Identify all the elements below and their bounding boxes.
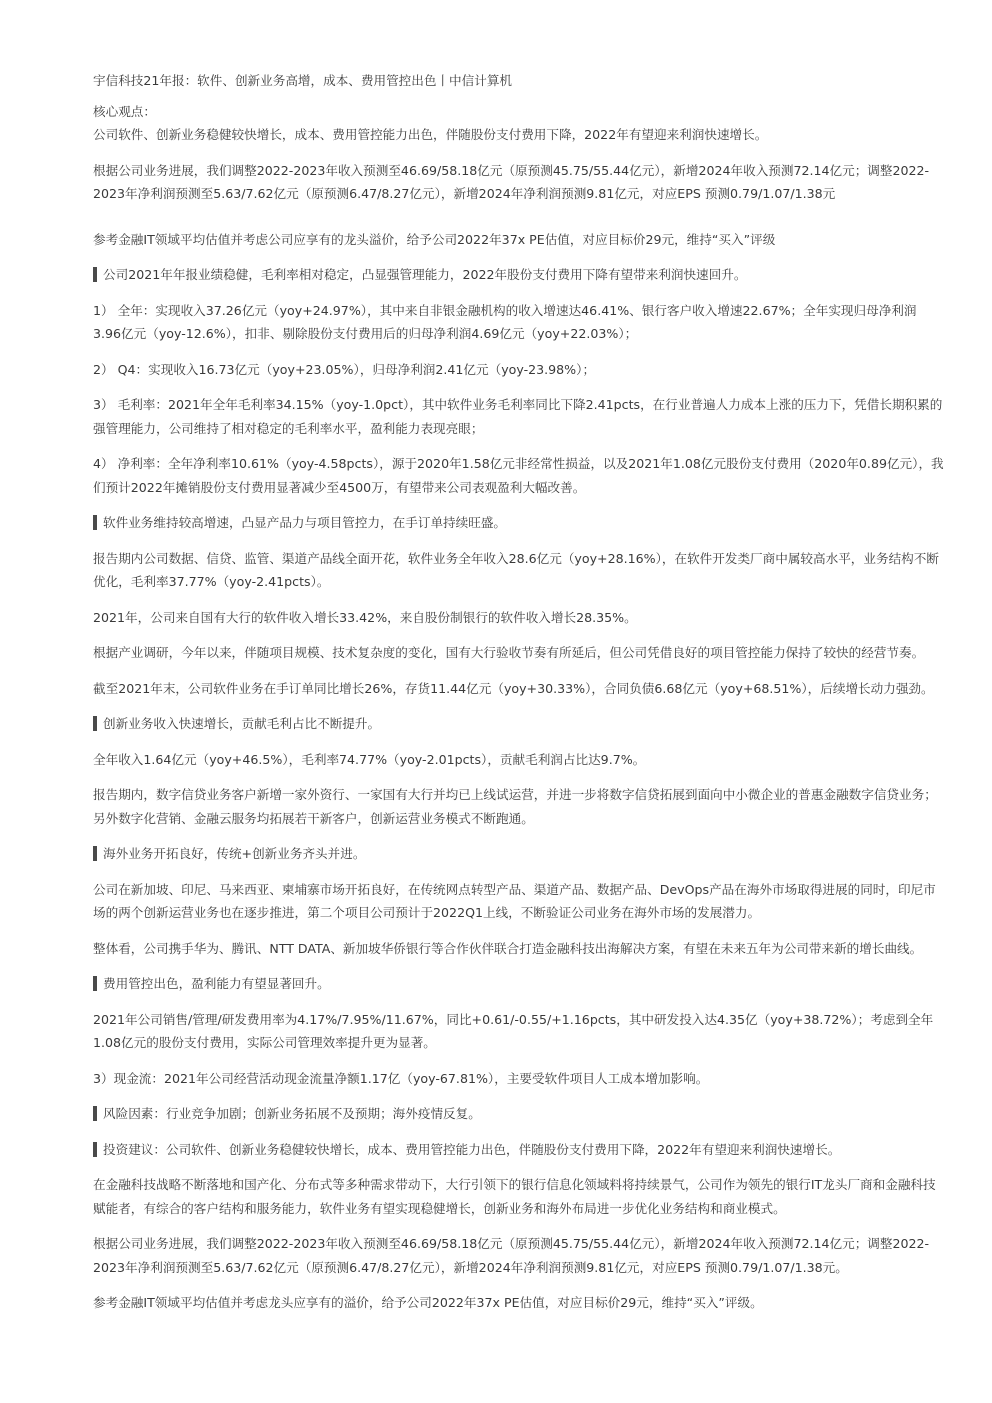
paragraph: 4） 净利率：全年净利率10.61%（yoy-4.58pcts），源于2020年1.58亿元非经常性损益，以及2021年1.08亿元股份支付费用（2020年0.89亿元），我们预计2022年摊销股份支付费用显著减少至4500万，有望带来公司表观盈利大幅改善。 <box>93 456 944 495</box>
core-text: 公司软件、创新业务稳健较快增长，成本、费用管控能力出色，伴随股份支付费用下降，2022年有望迎来利润快速增长。 <box>93 127 768 142</box>
paragraph: 报告期内，数字信贷业务客户新增一家外资行、一家国有大行并均已上线试运营，并进一步将数字信贷拓展到面向中小微企业的普惠金融数字信贷业务；另外数字化营销、金融云服务均拓展若干新客户，创新运营业务模式不断跑通。 <box>93 787 937 826</box>
forecast-paragraph: 根据公司业务进展，我们调整2022-2023年收入预测至46.69/58.18亿元（原预测45.75/55.44亿元），新增2024年收入预测72.14亿元；调整2022-2023年净利润预测至5.63/7.62亿元（原预测6.47/8.27亿元），新增2024年净利润预测9.81亿元，对应EPS 预测0.79/1.07/1.38元 <box>93 162 930 201</box>
valuation-paragraph: 参考金融IT领域平均估值并考虑公司应享有的龙头溢价，给予公司2022年37x PE估值，对应目标价29元，维持“买入”评级 <box>93 231 776 247</box>
section-bar-marker <box>93 846 97 861</box>
section-heading-text: 软件业务维持较高增速，凸显产品力与项目管控力，在手订单持续旺盛。 <box>103 515 506 530</box>
paragraph: 2021年公司销售/管理/研发费用率为4.17%/7.95%/11.67%，同比+0.61/-0.55/+1.16pcts，其中研发投入达4.35亿（yoy+38.72%）；考虑到全年1.08亿元的股份支付费用，实际公司管理效率提升更为显著。 <box>93 1011 934 1050</box>
paragraph: 根据公司业务进展，我们调整2022-2023年收入预测至46.69/58.18亿元（原预测45.75/55.44亿元），新增2024年收入预测72.14亿元；调整2022-2023年净利润预测至5.63/7.62亿元（原预测6.47/8.27亿元），新增2024年净利润预测9.81亿元，对应EPS 预测0.79/1.07/1.38元。 <box>93 1236 930 1275</box>
section-heading <box>93 1102 944 1126</box>
section-bar-marker <box>93 976 97 991</box>
section-bar-marker <box>93 1142 97 1157</box>
paragraph: 公司在新加坡、印尼、马来西亚、柬埔寨市场开拓良好，在传统网点转型产品、渠道产品、数据产品、DevOps产品在海外市场取得进展的同时，印尼市场的两个创新运营业务也在逐步推进，第二个项目公司预计于2022Q1上线，不断验证公司业务在海外市场的发展潜力。 <box>93 881 936 920</box>
paragraph: 1） 全年：实现收入37.26亿元（yoy+24.97%），其中来自非银金融机构的收入增速达46.41%、银行客户收入增速22.67%；全年实现归母净利润3.96亿元（yoy-12.6%），扣非、剔除股份支付费用后的归母净利润4.69亿元（yoy+22.03%）； <box>93 302 917 341</box>
section-heading-text: 公司2021年年报业绩稳健，毛利率相对稳定，凸显强管理能力，2022年股份支付费用下降有望带来利润快速回升。 <box>103 267 747 282</box>
paragraph: 全年收入1.64亿元（yoy+46.5%），毛利率74.77%（yoy-2.01pcts），贡献毛利润占比达9.7%。 <box>93 751 646 767</box>
section-bar-marker <box>93 1106 97 1121</box>
section-heading-text: 投资建议：公司软件、创新业务稳健较快增长，成本、费用管控能力出色，伴随股份支付费用下降，2022年有望迎来利润快速增长。 <box>103 1141 841 1157</box>
section-heading <box>93 1138 944 1162</box>
section-bar-marker <box>93 716 97 731</box>
paragraph: 2） Q4：实现收入16.73亿元（yoy+23.05%），归母净利润2.41亿元（yoy-23.98%）； <box>93 361 596 377</box>
paragraph: 在金融科技战略不断落地和国产化、分布式等多种需求带动下，大行引领下的银行信息化领域料将持续景气，公司作为领先的银行IT龙头厂商和金融科技赋能者，有综合的客户结构和服务能力，软件业务有望实现稳健增长，创新业务和海外布局进一步优化业务结构和商业模式。 <box>93 1177 936 1216</box>
section-bar-marker <box>93 515 97 530</box>
paragraph: 根据产业调研，今年以来，伴随项目规模、技术复杂度的变化，国有大行验收节奏有所延后，但公司凭借良好的项目管控能力保持了较快的经营节奏。 <box>93 645 925 660</box>
section-heading-text: 费用管控出色，盈利能力有望显著回升。 <box>103 976 330 991</box>
paragraph: 报告期内公司数据、信贷、监管、渠道产品线全面开花，软件业务全年收入28.6亿元（yoy+28.16%），在软件开发类厂商中属较高水平，业务结构不断优化，毛利率37.77%（yoy-2.41pcts）。 <box>93 550 939 589</box>
core-label: 核心观点： <box>93 104 156 119</box>
paragraph: 2021年，公司来自国有大行的软件收入增长33.42%，来自股份制银行的软件收入增长28.35%。 <box>93 609 637 625</box>
paragraph: 3） 毛利率：2021年全年毛利率34.15%（yoy-1.0pct），其中软件业务毛利率同比下降2.41pcts，在行业普遍人力成本上涨的压力下，凭借长期积累的强管理能力，公司维持了相对稳定的毛利率水平，盈利能力表现亮眼； <box>93 397 943 436</box>
section-bar-marker <box>93 267 97 282</box>
section-heading <box>93 842 944 866</box>
paragraph: 参考金融IT领域平均估值并考虑龙头应享有的溢价，给予公司2022年37x PE估值，对应目标价29元，维持“买入”评级。 <box>93 1295 763 1310</box>
section-heading-text: 海外业务开拓良好，传统+创新业务齐头并进。 <box>103 846 366 861</box>
section-heading <box>93 972 944 996</box>
section-heading-text: 创新业务收入快速增长，贡献毛利占比不断提升。 <box>103 716 381 731</box>
paragraph: 整体看，公司携手华为、腾讯、NTT DATA、新加坡华侨银行等合作伙伴联合打造金融科技出海解决方案，有望在未来五年为公司带来新的增长曲线。 <box>93 940 923 956</box>
paragraph: 3）现金流：2021年公司经营活动现金流量净额1.17亿（yoy-67.81%），主要受软件项目人工成本增加影响。 <box>93 1070 709 1086</box>
section-heading <box>93 263 944 287</box>
section-heading <box>93 712 944 736</box>
section-heading-text: 风险因素：行业竞争加剧；创新业务拓展不及预期；海外疫情反复。 <box>103 1106 481 1121</box>
paragraph: 截至2021年末，公司软件业务在手订单同比增长26%，存货11.44亿元（yoy+30.33%），合同负债6.68亿元（yoy+68.51%），后续增长动力强劲。 <box>93 680 934 696</box>
article-title: 宇信科技21年报：软件、创新业务高增，成本、费用管控出色丨中信计算机 <box>93 73 513 88</box>
section-heading <box>93 511 944 535</box>
